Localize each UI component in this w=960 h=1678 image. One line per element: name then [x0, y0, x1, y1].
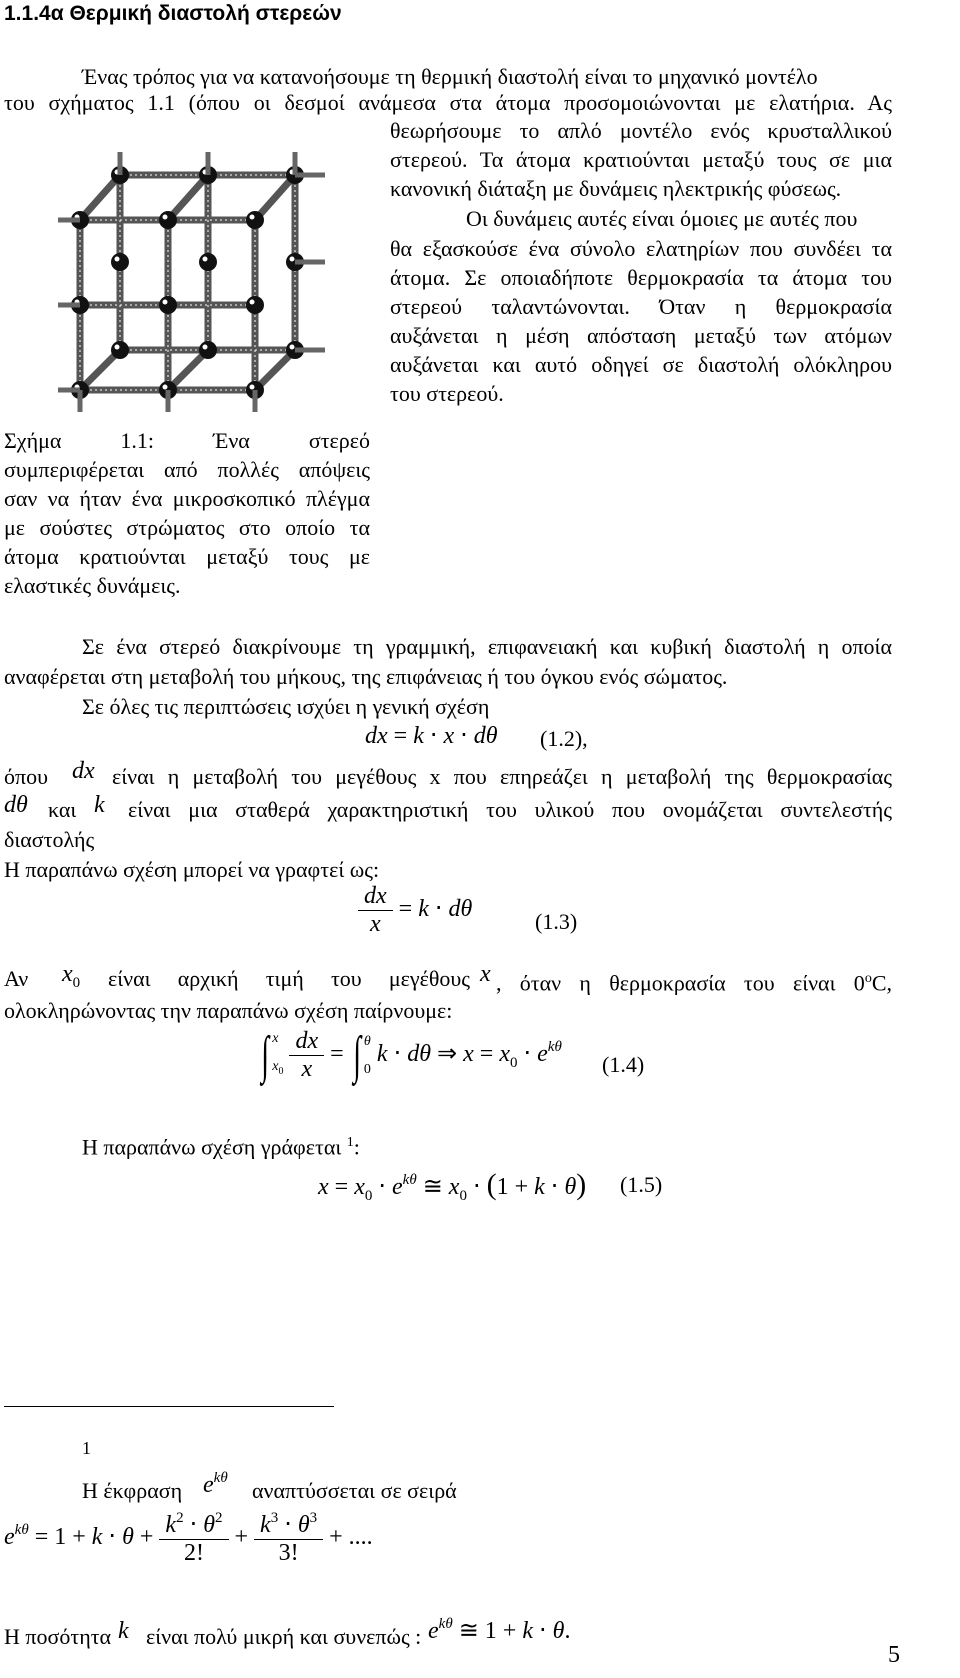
- footnote-expression-label: Η έκφραση: [82, 1478, 183, 1503]
- symbol-x0: $x_0$: [62, 961, 81, 991]
- symbol-k: k: [94, 792, 105, 818]
- equation-1-3-label: (1.3): [535, 909, 578, 934]
- body-p1-line-1: Σε ένα στερεό διακρίνουμε τη γραμμική, επιφανειακή και κυβική διαστολή η οποία: [82, 634, 892, 659]
- body-p5-if: Αν: [4, 966, 29, 991]
- body-p6-text: Η παραπάνω σχέση γράφεται: [82, 1134, 342, 1160]
- intro-line-8: άτομα. Σε οποιαδήποτε θερμοκρασία τα άτομα του: [390, 265, 892, 290]
- section-heading: 1.1.4α Θερμική διαστολή στερεών: [4, 2, 342, 25]
- intro-line-1: Ένας τρόπος για να κατανοήσουμε τη θερμική διαστολή είναι το μηχανικό μοντέλο: [82, 64, 818, 89]
- body-p3-line-1: είναι η μεταβολή του μεγέθους x που επηρεάζει η μεταβολή της θερμοκρασίας: [112, 764, 892, 789]
- body-p3-and: και: [48, 797, 77, 822]
- equation-1-4: ∫ x $x_0$ $\frac{dx}{x}$ = ∫ θ 0 k ⋅ dθ ⇒ $x = x_0 \cdot e^{k\theta}$: [261, 1026, 562, 1084]
- body-p5-when: [496, 964, 892, 998]
- equation-1-2-label: (1.2),: [540, 726, 588, 751]
- intro-line-4: στερεού. Τα άτομα κρατιούνται μεταξύ τους σε μια: [390, 147, 892, 172]
- body-p6: [82, 1128, 360, 1162]
- footnote-number: 1: [82, 1438, 91, 1458]
- body-p3-line-3: διαστολής: [4, 827, 95, 852]
- figure-caption-line-5: άτομα κρατιούνται μεταξύ τους με: [4, 544, 370, 569]
- body-p5-when-text: , όταν η θερμοκρασία του είναι 0: [496, 970, 865, 996]
- page-number: 5: [888, 1642, 900, 1668]
- body-p1-line-2: αναφέρεται στη μεταβολή του μήκους, της επιφάνειας ή του όγκου ενός σώματος.: [4, 664, 728, 689]
- footnote-series: $e^{k\theta} = 1 + k \cdot \theta$ + $\frac{k^2 \cdot \theta^2}{2!}$ + $\frac{k^3 \cdot \theta^3}{3!}$ + ....: [4, 1510, 373, 1566]
- degree-sign: ο: [864, 971, 872, 986]
- symbol-dx: dx: [72, 758, 95, 784]
- intro-line-3: θεωρήσουμε το απλό μοντέλο ενός κρυσταλλικού: [390, 118, 892, 143]
- equation-1-5-label: (1.5): [620, 1172, 663, 1197]
- symbol-dtheta: dθ: [4, 792, 28, 818]
- equation-1-2: dx = k ⋅ x ⋅ dθ: [365, 723, 498, 749]
- intro-line-12: του στερεού.: [390, 381, 504, 406]
- equation-1-5: $x = x_0 \cdot e^{k\theta}$ ≅ $x_0 \cdot (1 + k \cdot \theta)$: [318, 1168, 587, 1204]
- equation-1-3: $\frac{dx}{x}$ = k ⋅ dθ: [358, 883, 472, 938]
- symbol-x: x: [480, 961, 491, 987]
- body-p3-where: όπου: [4, 764, 48, 789]
- footnote-quantity-label: Η ποσότητα: [4, 1624, 112, 1649]
- body-p5-initial: είναι αρχική τιμή του μεγέθους: [108, 966, 470, 991]
- lattice-figure: [40, 150, 350, 440]
- intro-line-6: Οι δυνάμεις αυτές είναι όμοιες με αυτές που: [466, 206, 858, 231]
- intro-line-11: αυξάνεται και αυτό οδηγεί σε διαστολή ολόκληρου: [390, 352, 892, 377]
- figure-caption-line-4: με σούστες στρώματος στο οποίο τα: [4, 515, 370, 540]
- spring-edges: [80, 175, 295, 390]
- footnote-small-text: είναι πολύ μικρή και συνεπώς :: [146, 1624, 422, 1649]
- footnote-e-ktheta: $e^{k\theta}$: [203, 1470, 228, 1498]
- body-p4: Η παραπάνω σχέση μπορεί να γραφτεί ως:: [4, 857, 380, 882]
- footnote-ref: 1: [346, 1135, 354, 1150]
- footnote-approximation: $e^{k\theta}$ ≅ 1 + k ⋅ θ.: [428, 1616, 571, 1644]
- intro-line-2: του σχήματος 1.1 (όπου οι δεσμοί ανάμεσα στα άτομα προσομοιώνονται με ελατήρια. Ας: [4, 90, 892, 115]
- figure-caption-line-3: σαν να ήταν ένα μικροσκοπικό πλέγμα: [4, 486, 370, 511]
- figure-caption-line-2: συμπεριφέρεται από πολλές απόψεις: [4, 457, 370, 482]
- body-p6-colon: :: [353, 1134, 360, 1160]
- body-p3-line-2: είναι μια σταθερά χαρακτηριστική του υλικού που ονομάζεται συντελεστής: [128, 797, 892, 822]
- intro-line-9: στερεού ταλαντώνονται. Όταν η θερμοκρασία: [390, 294, 892, 319]
- figure-caption-line-6: ελαστικές δυνάμεις.: [4, 573, 181, 598]
- body-p2: Σε όλες τις περιπτώσεις ισχύει η γενική σχέση: [82, 694, 490, 719]
- body-p5-line-2: ολοκληρώνοντας την παραπάνω σχέση παίρνουμε:: [4, 998, 453, 1023]
- figure-caption-line-1: Σχήμα 1.1: Ένα στερεό: [4, 428, 370, 453]
- equation-1-4-label: (1.4): [602, 1052, 645, 1077]
- footnote-separator: [4, 1406, 334, 1407]
- intro-line-7: θα εξασκούσε ένα σύνολο ελατηρίων που συνδέει τα: [390, 236, 892, 261]
- footnote-expands-text: αναπτύσσεται σε σειρά: [252, 1478, 457, 1503]
- celsius-unit: C,: [871, 970, 892, 996]
- intro-line-10: αυξάνεται η μέση απόσταση μεταξύ των ατόμων: [390, 323, 892, 348]
- footnote-symbol-k: k: [118, 1618, 129, 1644]
- intro-line-5: κανονική διάταξη με δυνάμεις ηλεκτρικής φύσεως.: [390, 176, 842, 201]
